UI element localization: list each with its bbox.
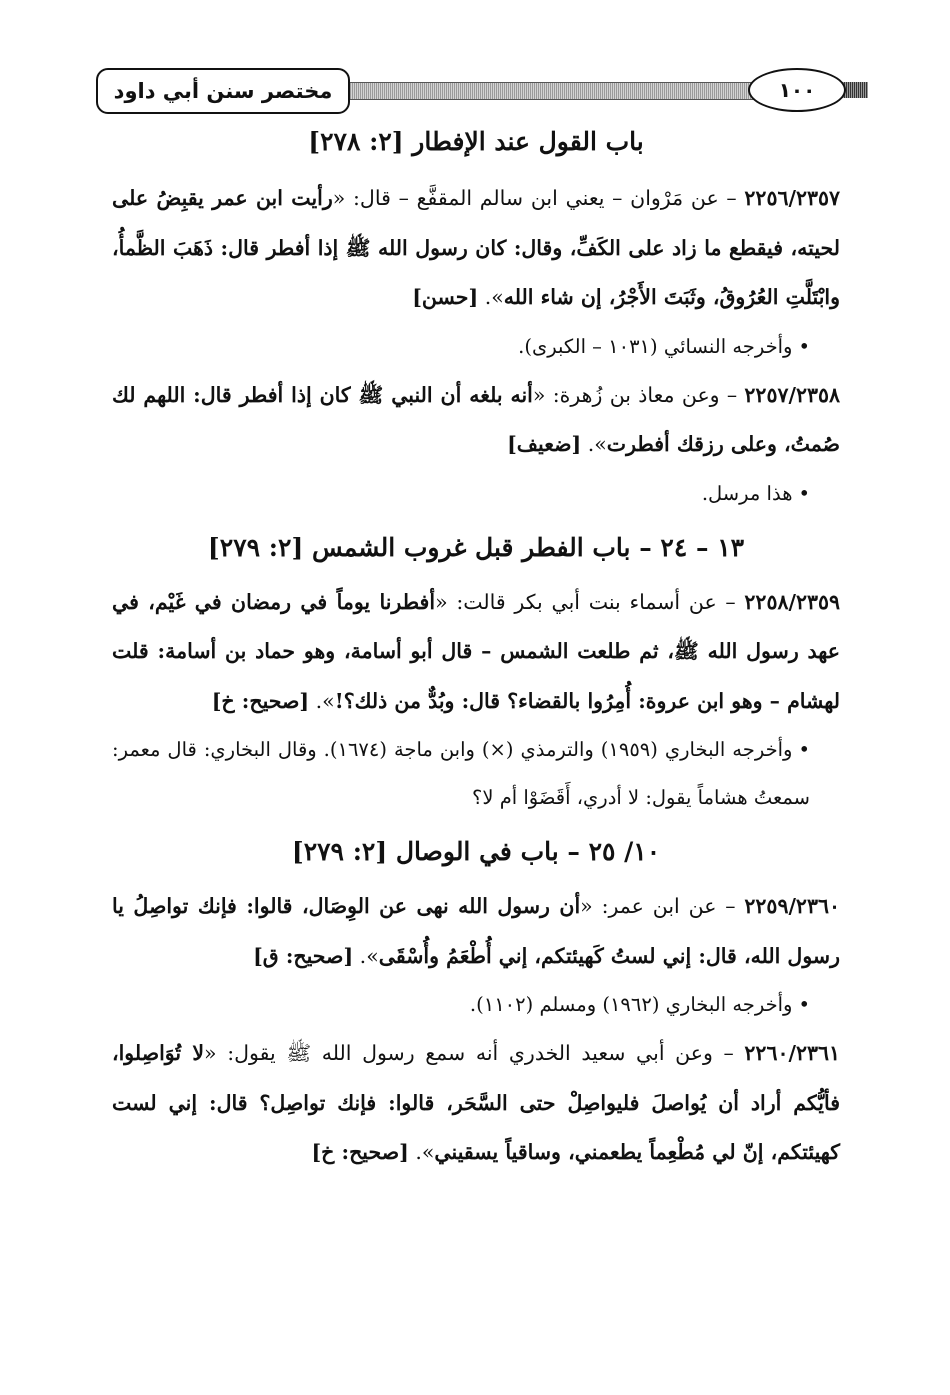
chapter-heading: باب القول عند الإفطار [٢: ٢٧٨] <box>308 127 644 156</box>
hadith-number: ٢٢٥٩/٢٣٦٠ <box>744 894 840 918</box>
chapter-heading: ١٣ – ٢٤ – باب الفطر قبل غروب الشمس [٢: ٢٧٩] <box>207 532 745 562</box>
bullet-icon: • <box>798 993 810 1016</box>
hadith-isnad: – وعن أبي سعيد الخدري أنه سمع رسول الله ﷺ يقول: « <box>204 1041 734 1065</box>
hadith-isnad: – عن مَرْوان – يعني ابن سالم المقفَّع – قال: « <box>332 186 737 210</box>
takhrij-note <box>112 470 840 518</box>
bullet-icon: • <box>798 481 810 505</box>
hadith-number: ٢٢٦٠/٢٣٦١ <box>744 1041 840 1065</box>
hadith-number: ٢٢٥٨/٢٣٥٩ <box>744 589 840 614</box>
header-ornament-bar <box>326 82 768 100</box>
note-text: هذا مرسل. <box>701 481 793 505</box>
note-text: وأخرجه البخاري (١٩٦٢) ومسلم (١١٠٢). <box>469 993 793 1016</box>
hadith-matn: لا تُوَاصِلوا، فأيُّكم أراد أن يُواصلَ فليواصِلْ حتى السَّحَر، قالوا: فإنك تواصِل؟ قال: إني لست كهيئتكم، إنّ لي مُطْعِماً يطعمني، وساقياً يسقيني <box>112 1041 840 1164</box>
hadith-isnad: – عن أسماء بنت أبي بكر قالت: « <box>435 589 736 614</box>
quote-close: ». <box>478 285 504 309</box>
page-body <box>112 122 840 1178</box>
hadith-grade: [حسن] <box>412 285 479 309</box>
hadith-matn: أفطرنا يوماً في رمضان في غَيْم، في عهد رسول الله ﷺ، ثم طلعت الشمس – قال أبو أسامة، وهو حماد بن أسامة: قلت لهشام – وهو ابن عروة: أُمِرُوا بالقضاء؟ قال: وبُدٌّ من ذلك؟! <box>112 589 840 713</box>
hadith-number: ٢٢٥٦/٢٣٥٧ <box>744 186 840 210</box>
hadith-grade: [صحيح: ق] <box>253 943 354 968</box>
hadith-matn: رأيت ابن عمر يقبِضُ على لحيته، فيقطع ما زاد على الكَفِّ، وقال: كان رسول الله ﷺ إذا أفطر قال: ذَهَبَ الظَّمأُ، وابْتَلَّتِ العُرُوقُ، وثَبَتَ الأَجْرُ، إن شاء الله <box>112 186 840 309</box>
hadith-grade: [صحيح: خ] <box>211 688 310 713</box>
book-title: مختصر سنن أبي داود <box>96 68 350 114</box>
hadith-2359 <box>112 578 840 727</box>
takhrij-note <box>112 981 840 1029</box>
hadith-matn: أنه بلغه أن النبي ﷺ كان إذا أفطر قال: اللهم لك صُمتُ، وعلى رزقك أفطرت <box>112 382 840 456</box>
hadith-2361 <box>112 1029 840 1178</box>
hadith-2360 <box>112 882 840 981</box>
hadith-matn: أن رسول الله نهى عن الوِصَال، قالوا: فإنك تواصِلُ يا رسول الله، قال: إني لستُ كَهيئتكم، إني أُطْعَمُ وأُسْقَى <box>112 894 840 968</box>
note-text: وأخرجه البخاري (١٩٥٩) والترمذي (×) وابن ماجة (١٦٧٤). وقال البخاري: قال معمر: سمعتُ هشاماً يقول: لا أدري، أَقَضَوْا أم لا؟ <box>112 738 810 809</box>
hadith-2358 <box>112 371 840 470</box>
takhrij-note <box>112 323 840 371</box>
hadith-grade: [صحيح: خ] <box>311 1140 409 1164</box>
hadith-grade: [ضعيف] <box>507 432 582 456</box>
note-text: وأخرجه النسائي (١٠٣١ – الكبرى). <box>518 334 793 358</box>
quote-close: ». <box>581 432 607 456</box>
page-header <box>96 62 868 116</box>
hadith-isnad: – وعن معاذ بن زُهرة: « <box>532 382 738 407</box>
hadith-isnad: – عن ابن عمر: « <box>580 894 736 918</box>
bullet-icon: • <box>798 334 810 358</box>
takhrij-note <box>112 726 840 822</box>
hadith-number: ٢٢٥٧/٢٣٥٨ <box>744 382 840 407</box>
quote-close: ». <box>309 688 335 713</box>
chapter-heading: ١٠/ ٢٥ – باب في الوصال [٢: ٢٧٩] <box>291 837 661 866</box>
hadith-2357 <box>112 174 840 323</box>
bullet-icon: • <box>798 738 810 761</box>
page-number: ١٠٠ <box>748 68 846 112</box>
quote-close: ». <box>408 1140 435 1164</box>
quote-close: ». <box>353 943 379 968</box>
